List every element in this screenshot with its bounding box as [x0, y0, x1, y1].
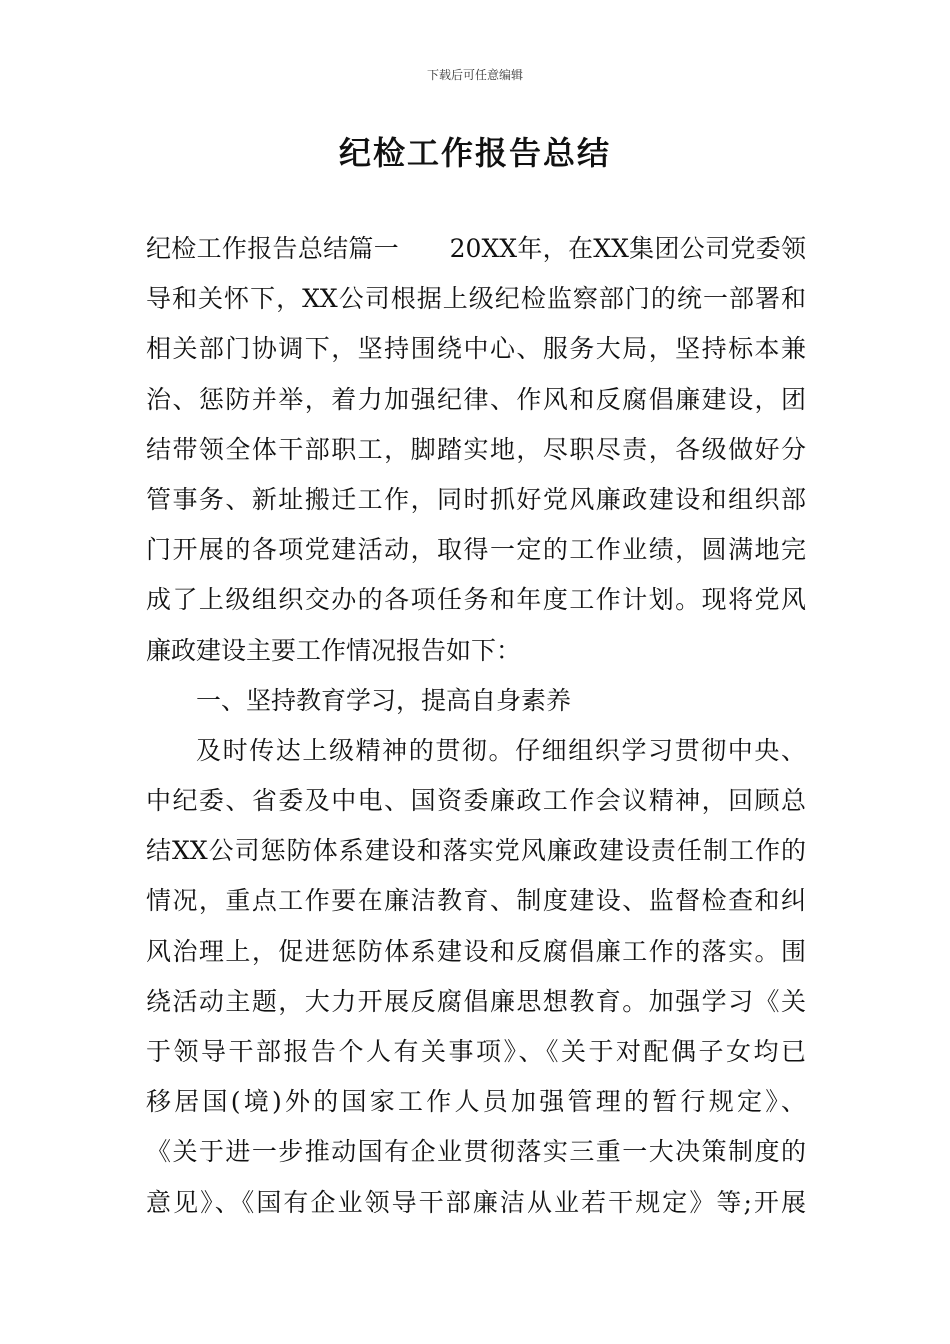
- body-line: 移居国(境)外的国家工作人员加强管理的暂行规定》、: [146, 1087, 806, 1117]
- body-line: 于领导干部报告个人有关事项》、《关于对配偶子女均已: [146, 1037, 806, 1066]
- body-line: 结XX公司惩防体系建设和落实党风廉政建设责任制工作的: [146, 836, 806, 866]
- body-line: 治、惩防并举，着力加强纪律、作风和反腐倡廉建设，团: [146, 384, 806, 414]
- body-line: 相关部门协调下，坚持围绕中心、服务大局，坚持标本兼: [146, 334, 806, 364]
- body-line: 中纪委、省委及中电、国资委廉政工作会议精神，回顾总: [146, 786, 806, 816]
- header-note: 下载后可任意编辑: [426, 68, 523, 82]
- section-heading: 一、坚持教育学习，提高自身素养: [196, 685, 572, 715]
- body-line: 导和关怀下，XX公司根据上级纪检监察部门的统一部署和: [146, 284, 806, 314]
- body-line: 绕活动主题，大力开展反腐倡廉思想教育。加强学习《关: [146, 986, 806, 1016]
- body-line: 及时传达上级精神的贯彻。仔细组织学习贯彻中央、: [196, 735, 806, 765]
- document-body: [146, 224, 806, 1228]
- body-line: 成了上级组织交办的各项任务和年度工作计划。现将党风: [146, 585, 806, 615]
- document-title: 纪检工作报告总结: [338, 134, 611, 172]
- body-line: 纪检工作报告总结篇一 20XX年，在XX集团公司党委领: [146, 234, 806, 263]
- body-line: 意见》、《国有企业领导干部廉洁从业若干规定》等;开展: [146, 1187, 806, 1217]
- body-line: 廉政建设主要工作情况报告如下：: [146, 635, 522, 665]
- body-line: 结带领全体干部职工，脚踏实地，尽职尽责，各级做好分: [146, 434, 806, 464]
- body-line: 《关于进一步推动国有企业贯彻落实三重一大决策制度的: [146, 1137, 806, 1167]
- body-line: 情况，重点工作要在廉洁教育、制度建设、监督检查和纠: [146, 886, 806, 916]
- body-line: 管事务、新址搬迁工作，同时抓好党风廉政建设和组织部: [146, 484, 806, 514]
- body-line: 门开展的各项党建活动，取得一定的工作业绩，圆满地完: [146, 535, 806, 565]
- body-line: 风治理上，促进惩防体系建设和反腐倡廉工作的落实。围: [146, 936, 806, 966]
